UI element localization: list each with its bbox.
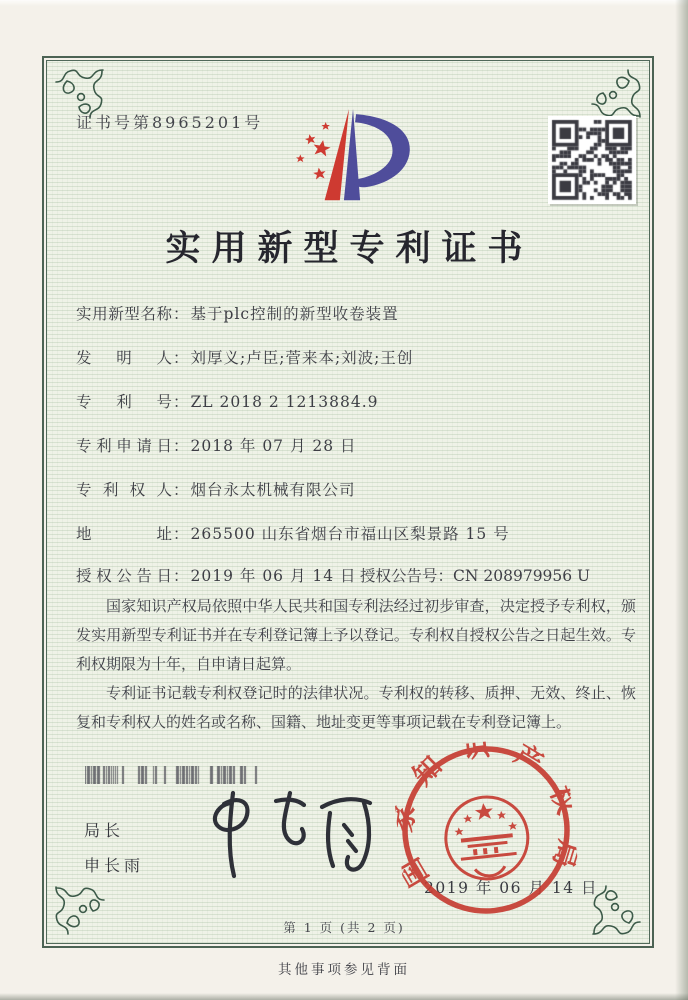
field-patentee	[76, 478, 356, 500]
field-grant-number	[360, 564, 590, 586]
colon: ：	[173, 349, 189, 367]
colon: ：	[173, 393, 189, 411]
legal-paragraph-2: 专利证书记载专利权登记时的法律状况。专利权的转移、质押、无效、终止、恢复和专利权人的姓名或名称、国籍、地址变更等事项记载在专利登记簿上。	[76, 684, 636, 731]
colon: ：	[173, 305, 189, 323]
field-value: 2018 年 07 月 28 日	[190, 437, 357, 455]
back-note: 其他事项参见背面	[278, 962, 410, 978]
field-label: 授权公告日	[76, 567, 172, 585]
scan-edge	[0, 0, 688, 6]
field-inventors	[76, 346, 413, 368]
field-value: ZL 2018 2 1213884.9	[190, 393, 379, 411]
cnipa-logo-icon	[275, 105, 427, 202]
certificate-number: 证书号第8965201号	[76, 113, 264, 132]
field-label: 授权公告号	[360, 567, 438, 585]
field-value: CN 208979956 U	[453, 567, 591, 585]
corner-flourish-icon	[591, 67, 643, 119]
legal-paragraph-1: 国家知识产权局依照中华人民共和国专利法经过初步审查，决定授予专利权，颁发实用新型专利证书并在专利登记簿上予以登记。专利权自授权公告之日起生效。专利权期限为十年，自申请日起算。	[76, 597, 636, 673]
page-number: 第 1 页 (共 2 页)	[283, 920, 405, 935]
field-label: 专利申请日	[76, 437, 172, 455]
field-value: 基于plc控制的新型收卷装置	[190, 305, 399, 323]
field-label: 实用新型名称	[76, 305, 172, 323]
field-label: 发明人	[76, 349, 172, 367]
field-address	[76, 522, 510, 544]
director-name: 申长雨	[84, 856, 145, 875]
field-value: 烟台永太机械有限公司	[190, 481, 356, 499]
field-label: 地址	[76, 525, 172, 543]
field-filing-date	[76, 434, 357, 456]
barcode-icon	[85, 766, 258, 784]
seal-date: 2019 年 06 月 14 日	[424, 879, 599, 897]
qr-code-icon	[548, 116, 636, 204]
director-signature-icon	[196, 788, 386, 886]
colon: ：	[173, 525, 189, 543]
scan-edge	[0, 993, 688, 1000]
colon: ：	[173, 481, 189, 499]
colon: ：	[437, 567, 454, 585]
field-value: 2019 年 06 月 14 日	[190, 567, 357, 585]
colon: ：	[173, 437, 189, 455]
official-seal-icon	[389, 733, 582, 926]
field-value: 刘厚义;卢臣;菅来本;刘波;王创	[190, 349, 414, 367]
field-label: 专利号	[76, 393, 172, 411]
scan-edge	[675, 0, 688, 1000]
legal-text	[76, 592, 636, 737]
colon: ：	[173, 567, 189, 585]
field-label: 专利权人	[76, 481, 172, 499]
field-patent-number	[76, 390, 379, 412]
field-utility-model-name	[76, 302, 399, 324]
field-value: 265500 山东省烟台市福山区梨景路 15 号	[190, 525, 510, 543]
seal-text: 国家知识产权局	[389, 733, 583, 892]
certificate-title: 实用新型专利证书	[165, 228, 534, 269]
field-grant-date	[76, 564, 357, 586]
director-title: 局长	[84, 821, 125, 840]
director-block	[84, 818, 144, 888]
